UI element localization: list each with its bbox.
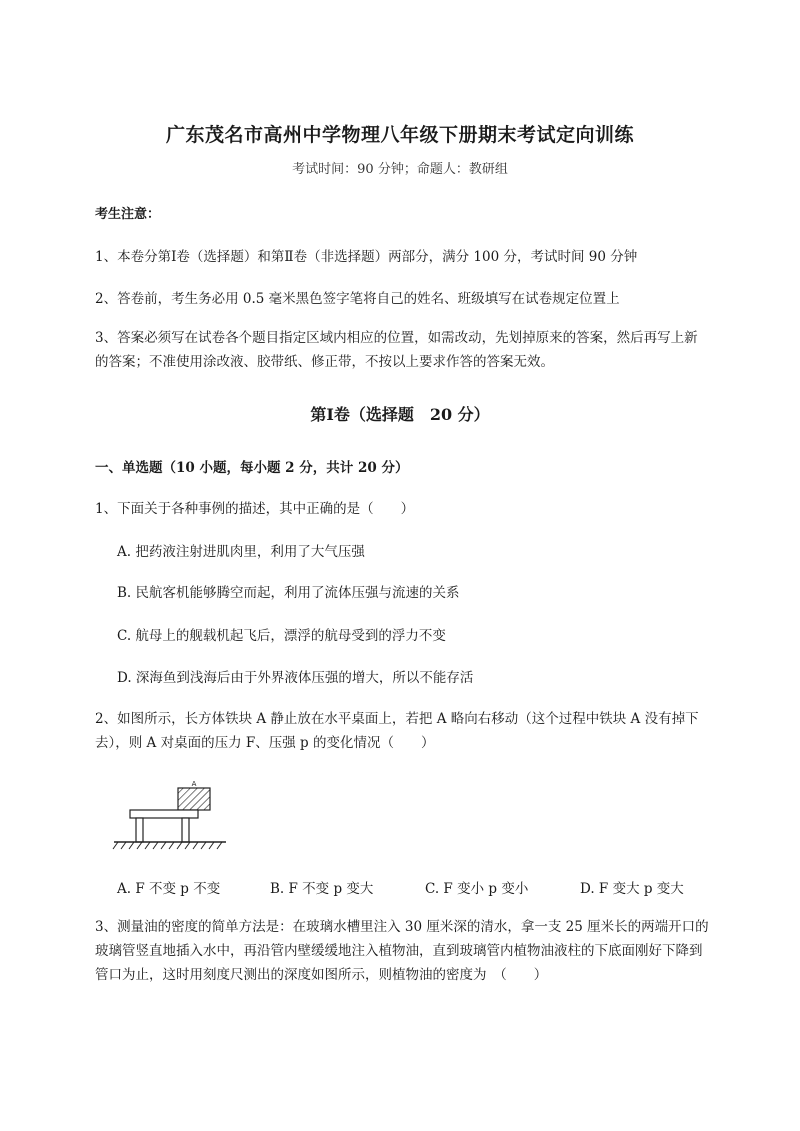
note-item: 1、本卷分第Ⅰ卷（选择题）和第Ⅱ卷（非选择题）两部分，满分 100 分，考试时间 90 分钟 — [95, 249, 638, 265]
page-title: 广东茂名市高州中学物理八年级下册期末考试定向训练 — [165, 124, 634, 146]
option-a: A. F 不变 p 不变 — [117, 881, 221, 897]
iron-block — [178, 788, 210, 810]
exam-info: 考试时间：90 分钟；命题人：教研组 — [292, 162, 508, 177]
question-stem: 1、下面关于各种事例的描述，其中正确的是（ ） — [95, 501, 415, 517]
table-leg — [136, 818, 143, 842]
option-d: D. F 变大 p 变大 — [580, 881, 684, 897]
option-c: C. 航母上的舰载机起飞后，漂浮的航母受到的浮力不变 — [117, 628, 446, 644]
question-stem: 3、测量油的密度的简单方法是：在玻璃水槽里注入 30 厘米深的清水，拿一支 25 厘米长的两端开口的玻璃管竖直地插入水中，再沿管内壁缓缓地注入植物油，直到玻璃管内植物油液柱的下底面刚好下降到管口为止，这时用刻度尺测出的深度如图所示，则植物油的密度为 （ ） — [95, 919, 709, 983]
ground-hatching — [113, 842, 222, 849]
option-b: B. 民航客机能够腾空而起，利用了流体压强与流速的关系 — [117, 585, 460, 601]
section-title: 第Ⅰ卷（选择题 20 分） — [310, 405, 490, 424]
notes-heading: 考生注意： — [95, 207, 161, 222]
table-top — [130, 810, 198, 818]
option-a: A. 把药液注射进肌肉里，利用了大气压强 — [117, 544, 365, 560]
block-label: A — [191, 780, 197, 788]
option-c: C. F 变小 p 变小 — [425, 881, 529, 897]
note-item: 3、答案必须写在试卷各个题目指定区域内相应的位置，如需改动，先划掉原来的答案，然后再写上新的答案；不准使用涂改液、胶带纸、修正带，不按以上要求作答的答案无效。 — [95, 330, 698, 370]
question-stem: 2、如图所示，长方体铁块 A 静止放在水平桌面上，若把 A 略向右移动（这个过程中铁块 A 没有掉下去），则 A 对桌面的压力 F、压强 p 的变化情况（ ） — [95, 711, 699, 751]
option-b: B. F 不变 p 变大 — [270, 881, 374, 897]
part-title: 一、单选题（10 小题，每小题 2 分，共计 20 分） — [95, 460, 409, 476]
option-d: D. 深海鱼到浅海后由于外界液体压强的增大，所以不能存活 — [117, 670, 474, 686]
table-block-figure — [110, 776, 230, 856]
table-leg — [182, 818, 189, 842]
note-item: 2、答卷前，考生务必用 0.5 毫米黑色签字笔将自己的姓名、班级填写在试卷规定位置上 — [95, 291, 620, 307]
